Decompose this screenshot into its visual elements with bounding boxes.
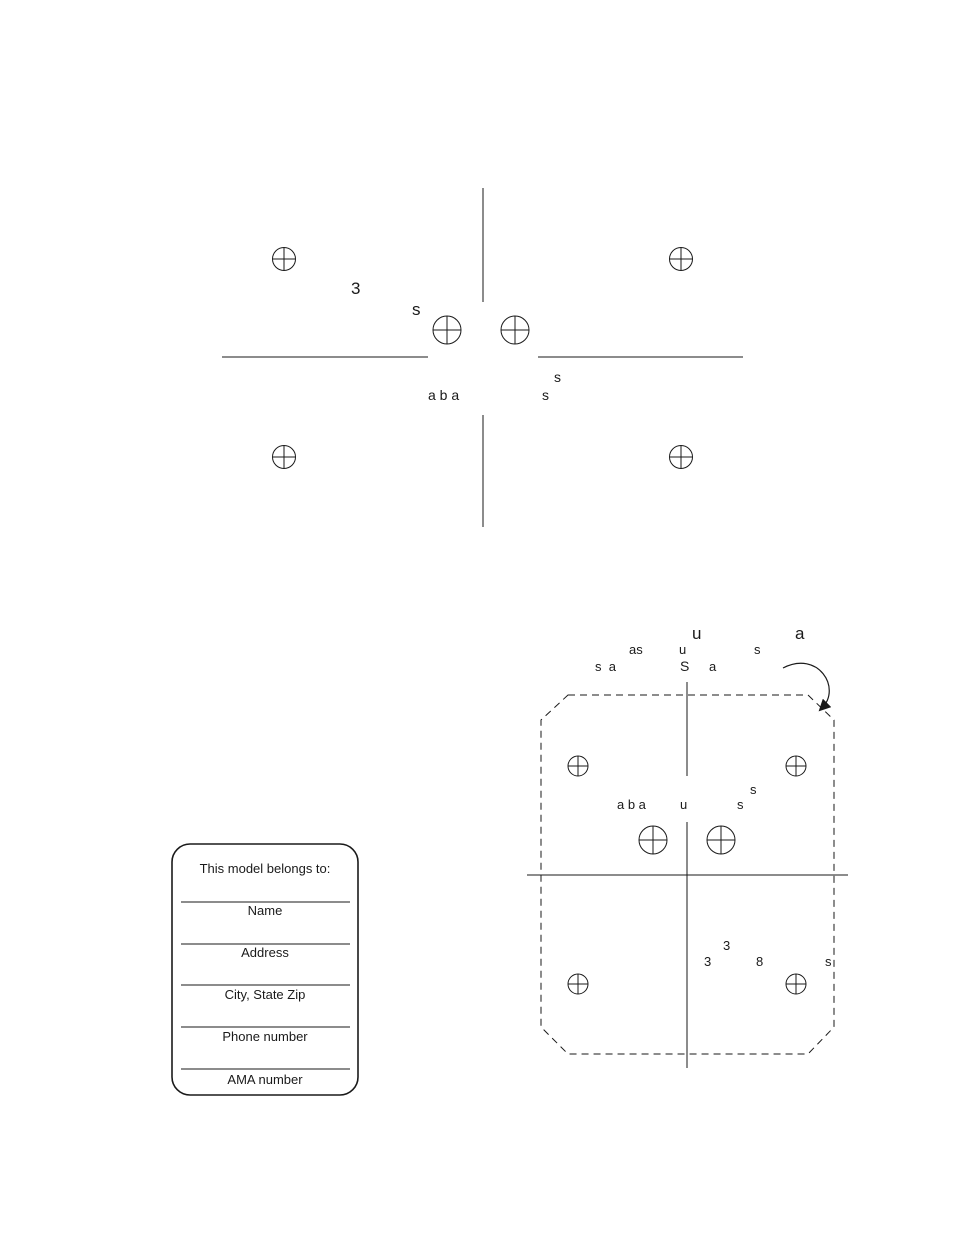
bottom-label-3-left: 3: [704, 954, 712, 969]
ownership-card-heading: This model belongs to:: [199, 861, 331, 876]
registration-mark-b-center-left-icon: [639, 826, 667, 854]
bottom-label-8: 8: [756, 954, 764, 969]
bottom-label-aba: a b a: [617, 797, 646, 812]
bottom-label-S: S: [680, 658, 690, 674]
bottom-label-as: as: [629, 642, 643, 657]
bottom-label-a-top: a: [795, 624, 805, 643]
card-field-city-state-zip: City, State Zip: [224, 987, 306, 1002]
registration-mark-center-left-icon: [433, 316, 461, 344]
bottom-label-s-right: s: [754, 642, 761, 657]
curved-arrow-icon: [783, 663, 829, 708]
top-label-s: s: [412, 300, 421, 319]
top-label-aba: a b a: [428, 387, 460, 403]
registration-mark-bottom-left-icon: [273, 446, 296, 469]
bottom-template: [527, 624, 848, 1068]
registration-mark-center-right-icon: [501, 316, 529, 344]
registration-mark-b-top-left-icon: [568, 756, 588, 776]
bottom-label-s-center-right: s: [737, 797, 744, 812]
registration-mark-bottom-right-icon: [670, 446, 693, 469]
top-label-s-lower: s: [542, 387, 549, 403]
top-label-s-upper: s: [554, 369, 561, 385]
bottom-label-a-mid: a: [709, 659, 717, 674]
registration-mark-b-bottom-right-icon: [786, 974, 806, 994]
ownership-card: [172, 844, 358, 1095]
registration-mark-top-right-icon: [670, 248, 693, 271]
registration-mark-b-bottom-left-icon: [568, 974, 588, 994]
bottom-label-s-far-right: s: [825, 954, 832, 969]
top-template: [222, 188, 743, 527]
registration-mark-b-center-right-icon: [707, 826, 735, 854]
bottom-label-u-mid: u: [679, 642, 687, 657]
card-field-phone-number: Phone number: [222, 1029, 308, 1044]
registration-mark-top-left-icon: [273, 248, 296, 271]
bottom-label-3-top: 3: [723, 938, 731, 953]
bottom-label-s-upper-right: s: [750, 782, 757, 797]
card-field-name: Name: [247, 903, 283, 918]
bottom-label-u-top: u: [692, 624, 702, 643]
ownership-card-border: [172, 844, 358, 1095]
bottom-label-u-center: u: [680, 797, 688, 812]
bottom-label-s-a: s a: [595, 659, 616, 674]
top-label-3: 3: [351, 279, 361, 298]
card-field-address: Address: [241, 945, 289, 960]
card-field-ama-number: AMA number: [227, 1072, 303, 1087]
registration-mark-b-top-right-icon: [786, 756, 806, 776]
